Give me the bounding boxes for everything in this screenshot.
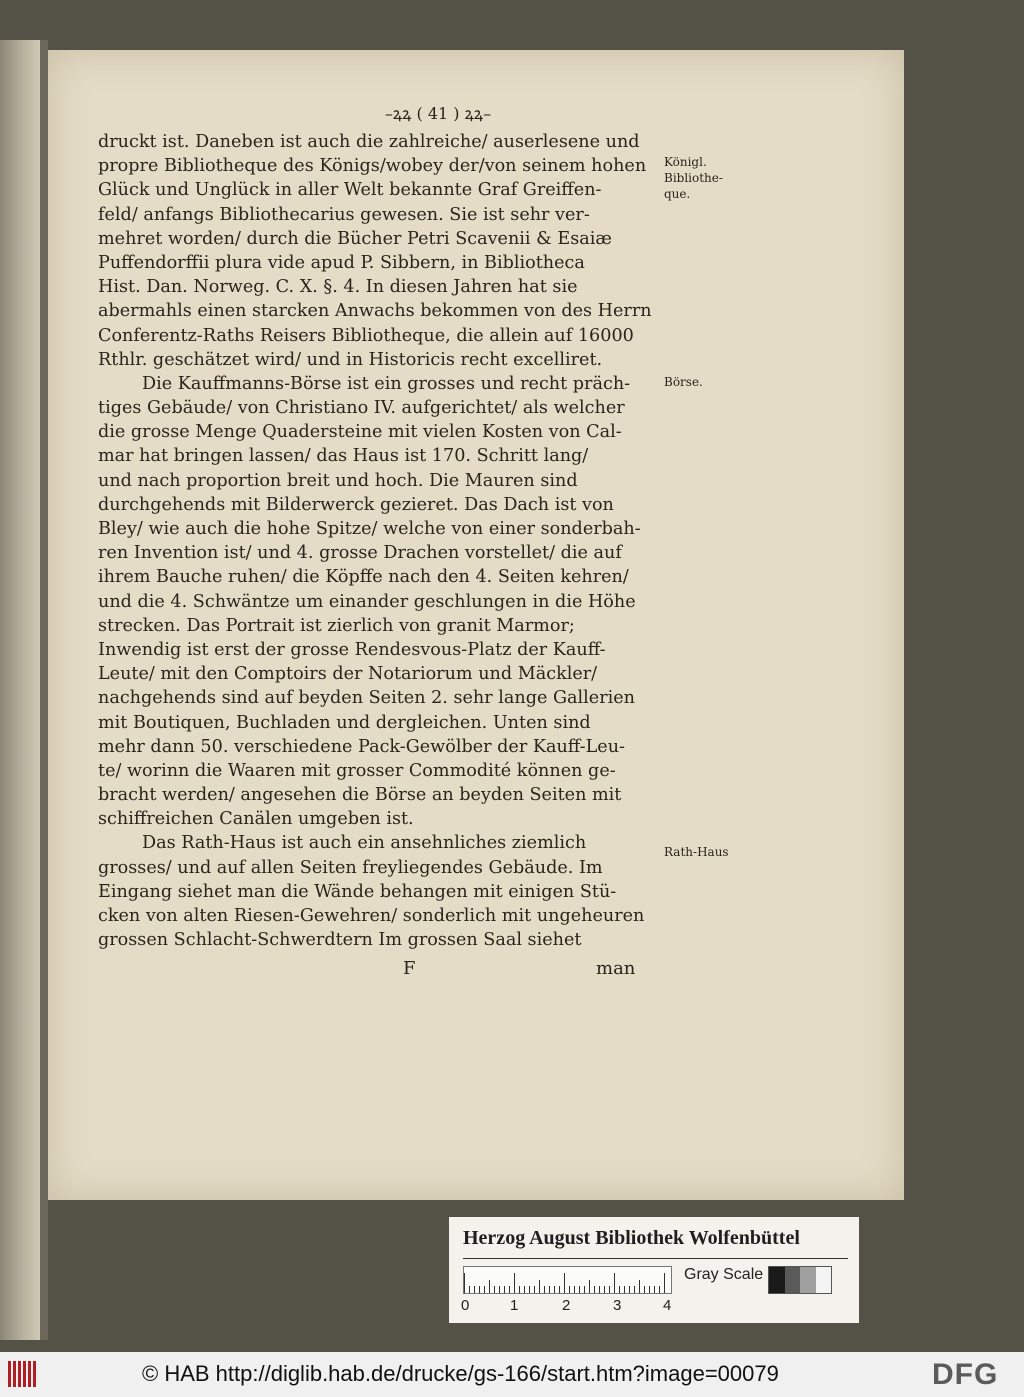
text-line: cken von alten Riesen-Gewehren/ sonderlich mit ungeheuren [98,906,645,926]
margin-note-rath-haus: Rath-Haus [664,845,729,859]
ruler-tick [479,1286,480,1293]
ruler-number: 3 [613,1297,622,1314]
ruler-tick [589,1280,590,1293]
dfg-logo: DFG [932,1358,999,1391]
ruler-tick [529,1286,530,1293]
ruler-tick [594,1286,595,1293]
gray-scale-swatch [768,1266,832,1294]
text-line: propre Bibliotheque des Königs/wobey der/von seinem hohen [98,156,647,177]
text-line: ihrem Bauche ruhen/ die Köpffe nach den 4. Seiten kehren/ [98,567,629,588]
text-line: und nach proportion breit und hoch. Die Mauren sind [98,470,578,491]
ruler-tick [579,1286,580,1293]
text-line: strecken. Das Portrait ist zierlich von granit Marmor; [98,615,575,636]
label-divider [463,1258,848,1259]
ruler-tick [514,1273,515,1293]
hab-logo-icon [8,1361,36,1387]
ruler-tick [624,1286,625,1293]
ruler-tick [539,1280,540,1293]
ruler-tick [659,1286,660,1293]
ruler-tick [484,1286,485,1293]
gray-scale-label: Gray Scale [684,1266,764,1283]
ruler-tick [489,1280,490,1293]
footer-copyright-link[interactable]: © HAB http://diglib.hab.de/drucke/gs-166/start.htm?image=00079 [142,1361,779,1386]
scale-ruler [463,1266,672,1294]
catchword: man [596,958,636,979]
text-line: Inwendig ist erst der grosse Rendesvous-Platz der Kauff- [98,639,606,660]
ruler-tick [504,1286,505,1293]
ruler-tick [494,1286,495,1293]
ruler-tick [559,1286,560,1293]
text-line: grosses/ und auf allen Seiten freyliegendes Gebäude. Im [98,857,603,878]
ruler-tick [584,1286,585,1293]
ruler-number: 2 [562,1297,571,1314]
ruler-tick [549,1286,550,1293]
text-line: tiges Gebäude/ von Christiano IV. aufgerichtet/ als welcher [98,398,625,419]
ruler-number: 1 [510,1297,519,1314]
text-line: durchgehends mit Bilderwerck gezieret. Das Dach ist von [98,494,614,515]
ruler-tick [554,1286,555,1293]
ruler-tick [629,1286,630,1293]
gray-swatch-3 [816,1267,832,1293]
ruler-tick [644,1286,645,1293]
text-line: Bley/ wie auch die hohe Spitze/ welche von einer sonderbah- [98,519,641,539]
text-line: Die Kauffmanns-Börse ist ein grosses und recht präch- [142,373,631,394]
gray-swatch-0 [769,1267,785,1293]
text-line: Leute/ mit den Comptoirs der Notariorum und Mäckler/ [98,664,598,685]
ruler-tick [534,1286,535,1293]
margin-note-que: que. [664,187,691,201]
ruler-tick [464,1273,465,1293]
ruler-tick [574,1286,575,1293]
text-line: Puffendorffii plura vide apud P. Sibbern, in Bibliotheca [98,252,585,273]
ruler-tick [469,1286,470,1293]
library-label-title: Herzog August Bibliothek Wolfenbüttel [463,1227,800,1249]
text-line: ren Invention ist/ und 4. grosse Drachen vorstellet/ die auf [98,543,622,564]
ruler-tick [614,1273,615,1293]
ruler-tick [634,1286,635,1293]
body-text [98,130,658,952]
ruler-tick [544,1286,545,1293]
ruler-number: 0 [461,1297,470,1314]
ruler-tick [649,1286,650,1293]
ruler-tick [664,1273,665,1293]
text-line: nachgehends sind auf beyden Seiten 2. sehr lange Gallerien [98,688,635,709]
text-line: bracht werden/ angesehen die Börse an beyden Seiten mit [98,785,622,806]
text-line: mehr dann 50. verschiedene Pack-Gewölber der Kauff-Leu- [98,736,625,757]
ruler-tick [639,1280,640,1293]
ruler-tick [599,1286,600,1293]
margin-note-bibliothe: Bibliothe- [664,171,723,185]
gray-swatch-2 [800,1267,816,1293]
ruler-tick [499,1286,500,1293]
ruler-tick [604,1286,605,1293]
ruler-tick [564,1273,565,1293]
text-line: feld/ anfangs Bibliothecarius gewesen. Sie ist sehr ver- [98,204,590,225]
scanned-page [48,50,904,1200]
ruler-tick [519,1286,520,1293]
text-line: mehret worden/ durch die Bücher Petri Scavenii & Esaiæ [98,228,612,249]
text-line: schiffreichen Canälen umgeben ist. [98,809,414,830]
page-number-header: –ꝝꝝ ( 41 ) ꝝꝝ– [384,104,492,123]
text-line: Hist. Dan. Norweg. C. X. §. 4. In diesen Jahren hat sie [98,277,578,298]
facing-page-edge [0,40,40,1340]
signature-mark: F [403,958,416,979]
margin-note-boerse: Börse. [664,375,703,389]
ruler-tick [474,1286,475,1293]
text-line: abermahls einen starcken Anwachs bekommen von des Herrn [98,301,652,322]
text-line: te/ worinn die Waaren mit grosser Commodité können ge- [98,760,616,781]
text-line: Glück und Unglück in aller Welt bekannte Graf Greiffen- [98,180,602,201]
ruler-tick [524,1286,525,1293]
ruler-tick [509,1286,510,1293]
margin-note-koenigl: Königl. [664,155,707,169]
ruler-tick [654,1286,655,1293]
text-line: grossen Schlacht-Schwerdtern Im grossen Saal siehet [98,930,582,951]
ruler-number: 4 [663,1297,672,1314]
text-line: druckt ist. Daneben ist auch die zahlreiche/ auserlesene und [98,132,640,152]
text-line: Rthlr. geschätzet wird/ und in Historicis recht excelliret. [98,349,603,370]
text-line: Eingang siehet man die Wände behangen mit einigen Stü- [98,881,617,902]
book-gutter [40,40,48,1340]
text-line: Conferentz-Raths Reisers Bibliotheque, die allein auf 16000 [98,325,634,346]
ruler-tick [609,1286,610,1293]
text-line: mit Boutiquen, Buchladen und dergleichen. Unten sind [98,712,591,733]
text-line: mar hat bringen lassen/ das Haus ist 170. Schritt lang/ [98,446,589,467]
text-line: Das Rath-Haus ist auch ein ansehnliches ziemlich [142,833,587,854]
text-line: und die 4. Schwäntze um einander geschlungen in die Höhe [98,591,636,612]
ruler-tick [569,1286,570,1293]
text-line: die grosse Menge Quadersteine mit vielen Kosten von Cal- [98,422,622,443]
gray-swatch-1 [785,1267,801,1293]
ruler-tick [619,1286,620,1293]
